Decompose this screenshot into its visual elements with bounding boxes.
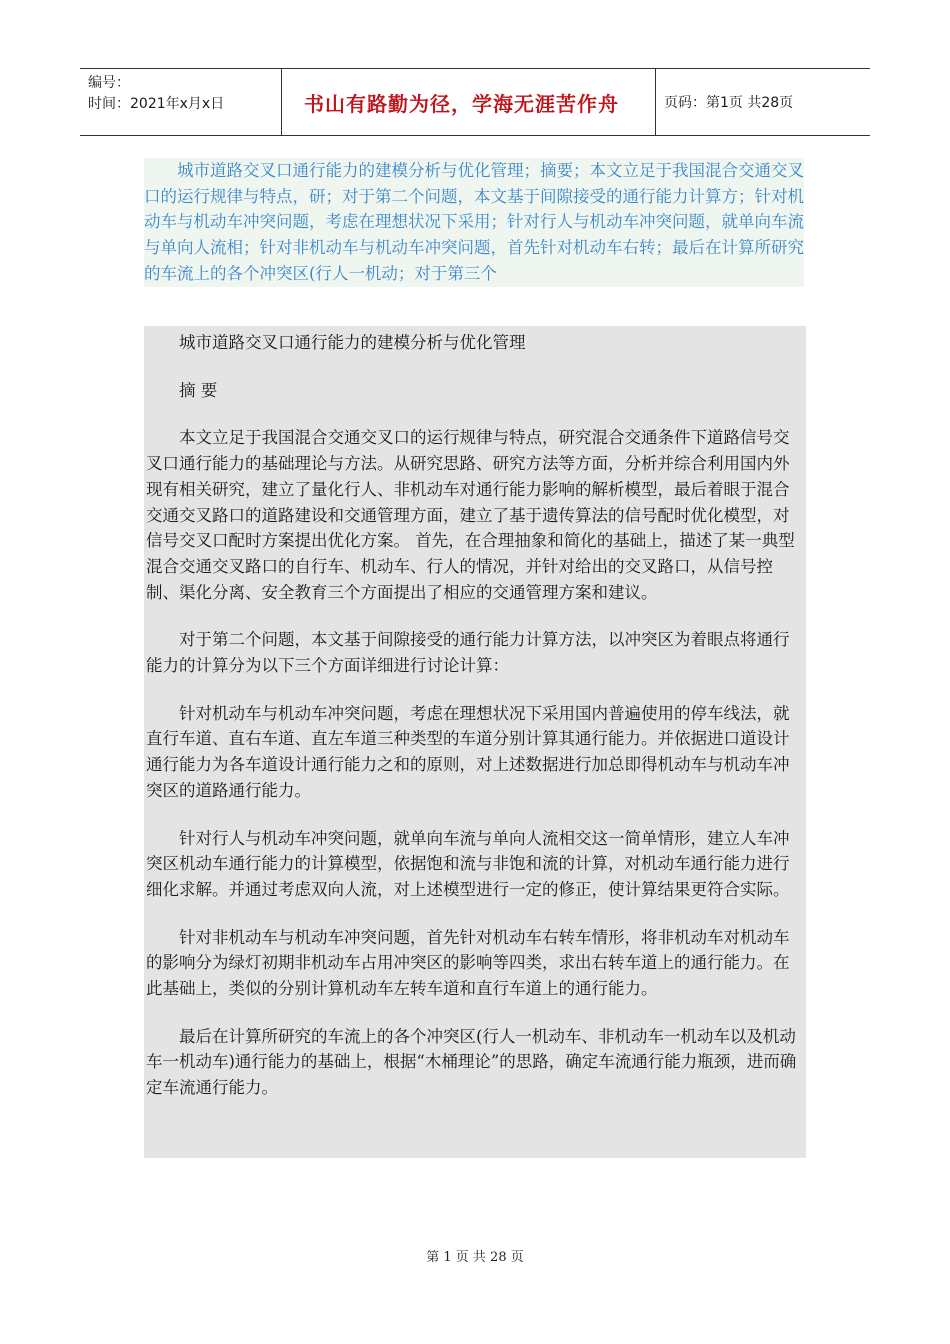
body-paragraph: 针对行人与机动车冲突问题，就单向车流与单向人流相交这一简单情形，建立人车冲突区机动车通行能力的计算模型，依据饱和流与非饱和流的计算，对机动车通行能力进行细化求解。并通过考虑双向人流，对上述模型进行一定的修正，使计算结果更符合实际。 xyxy=(146,828,790,899)
body-paragraph: 对于第二个问题，本文基于间隙接受的通行能力计算方法，以冲突区为着眼点将通行能力的计算分为以下三个方面详细进行讨论计算： xyxy=(146,630,790,676)
summary-paragraph: 城市道路交叉口通行能力的建模分析与优化管理；摘要；本文立足于我国混合交通交叉口的运行规律与特点，研；对于第二个问题，本文基于间隙接受的通行能力计算方；针对机动车与机动车冲突问题，考虑在理想状况下采用；针对行人与机动车冲突问题，就单向车流与单向人流相；针对非机动车与机动车冲突问题，首先针对机动车右转；最后在计算所研究的车流上的各个冲突区(行人一机动；对于第三个 xyxy=(144,158,804,287)
body-paragraph: 针对非机动车与机动车冲突问题，首先针对机动车右转车情形，将非机动车对机动车的影响分为绿灯初期非机动车占用冲突区的影响等四类，求出右转车道上的通行能力。在此基础上，类似的分别计算机动车左转车道和直行车道上的通行能力。 xyxy=(146,927,790,999)
abstract-heading: 摘 要 xyxy=(179,380,218,400)
page-header xyxy=(80,68,870,136)
header-motto: 书山有路勤为径，学海无涯苦作舟 xyxy=(282,69,656,135)
body-paragraph: 最后在计算所研究的车流上的各个冲突区(行人一机动车、非机动车一机动车以及机动车一机动车)通行能力的基础上，根据“木桶理论”的思路，确定车流通行能力瓶颈，进而确定车流通行能力。 xyxy=(146,1026,797,1098)
document-number-label: 编号： xyxy=(88,75,130,91)
document-title: 城市道路交叉口通行能力的建模分析与优化管理 xyxy=(179,333,526,352)
document-body xyxy=(144,326,806,1158)
header-meta xyxy=(80,69,282,135)
header-page-info: 页码：第1页 共28页 xyxy=(664,95,794,111)
document-time-label: 时间：2021年x月x日 xyxy=(88,96,225,112)
body-paragraph: 针对机动车与机动车冲突问题，考虑在理想状况下采用国内普遍使用的停车线法，就直行车道、直右车道、直左车道三种类型的车道分别计算其通行能力。并依据进口道设计通行能力为各车道设计通行能力之和的原则，对上述数据进行加总即得机动车与机动车冲突区的道路通行能力。 xyxy=(146,703,790,800)
page-footer: 第 1 页 共 28 页 xyxy=(426,1250,524,1265)
body-paragraph: 本文立足于我国混合交通交叉口的运行规律与特点，研究混合交通条件下道路信号交叉口通行能力的基础理论与方法。从研究思路、研究方法等方面，分析并综合利用国内外现有相关研究，建立了量化行人、非机动车对通行能力影响的解析模型，最后着眼于混合交通交叉路口的道路建设和交通管理方面，建立了基于遗传算法的信号配时优化模型，对信号交叉口配时方案提出优化方案。 首先，在合理抽象和简化的基础上，描述了某一典型混合交通交叉路口的自行车、机动车、行人的情况，并针对给出的交叉路口，从信号控制、渠化分离、安全教育三个方面提出了相应的交通管理方案和建议。 xyxy=(146,428,795,602)
